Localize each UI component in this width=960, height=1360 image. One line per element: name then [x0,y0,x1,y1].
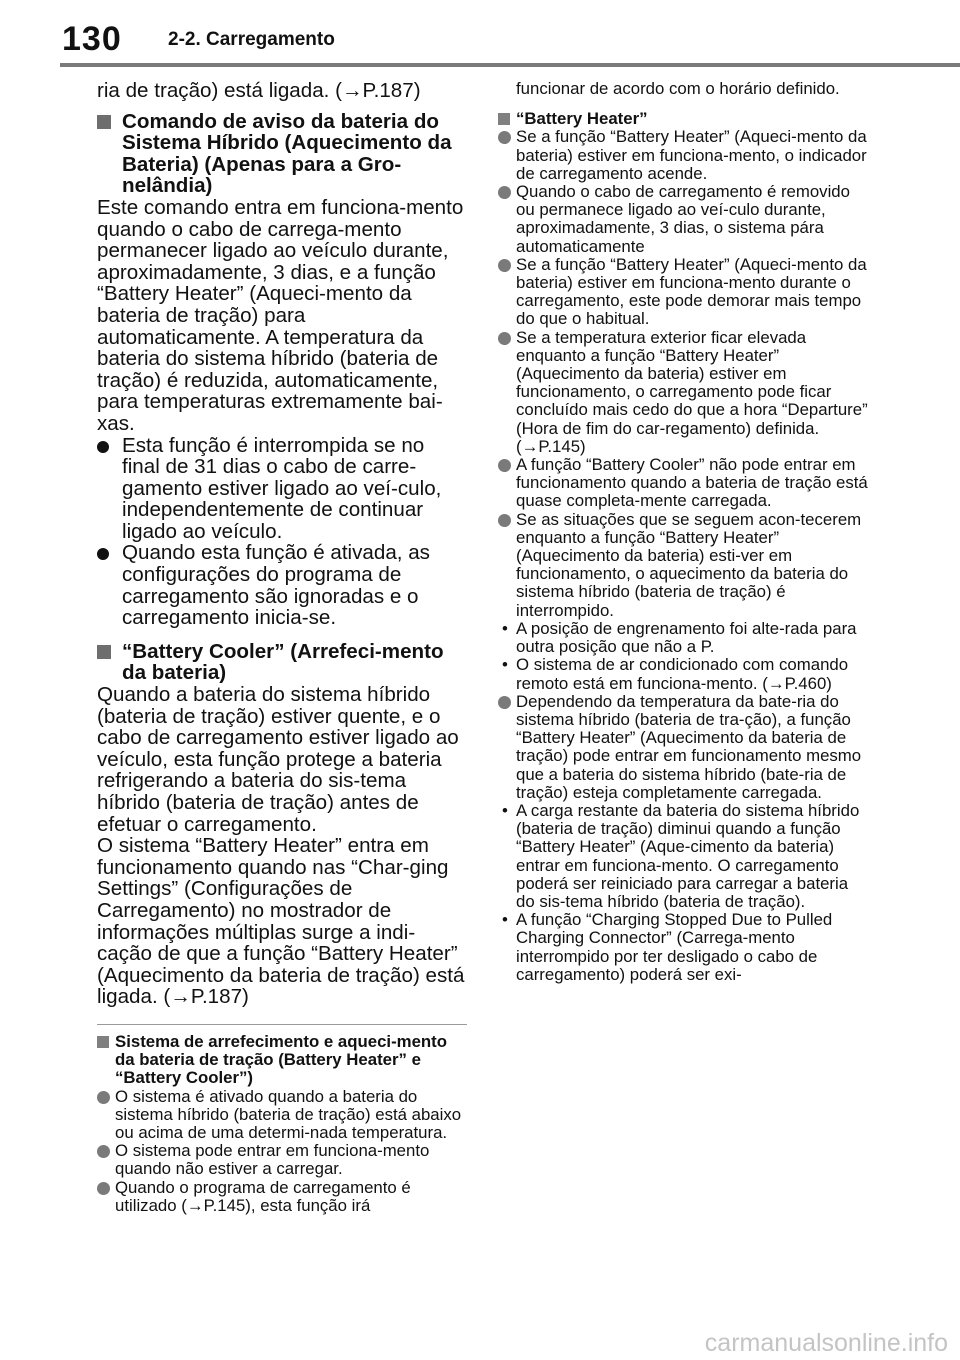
circle-bullet-icon [498,514,511,527]
square-bullet-icon [498,113,510,125]
header-rule [60,63,960,67]
right-column [498,80,868,984]
heading-battery-cooler [97,641,467,684]
heading-text: Sistema de arrefecimento e aqueci-mento da bateria de tração (Battery Heater” e “Battery Cooler”) [115,1031,448,1088]
circle-bullet-icon [498,332,511,345]
paragraph: Este comando entra em funciona-mento quando o cabo de carrega-mento permanecer ligado ao veículo durante, aproximadamente, 3 dias, e a função “Battery Heater” (Aqueci-mento da bateria de tração) para automaticamente. A temperatura da bateria do sistema híbrido (bateria de tração) é reduzida, automaticamente, para temperaturas extremamente bai-xas. [97,195,464,435]
section-title: 2-2. Carregamento [168,29,335,50]
dot-marker-icon: • [502,910,508,930]
bullet-text: Quando esta função é ativada, as configurações do programa de carregamento são ignoradas e o carregamento inicia-se. [122,541,430,630]
note-item [498,329,868,456]
section-divider [97,1024,467,1025]
paragraph: O sistema “Battery Heater” entra em funcionamento quando nas “Char-ging Settings” (Configurações de Carregamento) no mostrador de informações múltiplas surge a indi-cação de que a função “Battery Heater” (Aquecimento da bateria de tração) está ligada. (→P.187) [97,834,465,1009]
square-bullet-icon [97,645,111,659]
note-text: Se as situações que se seguem acon-tecerem enquanto a função “Battery Heater” (Aquecimento da bateria) esti-ver em funcionamento, o aquecimento da bateria do sistema híbrido (bateria de tração) é interrompido. [516,509,862,620]
note-text: Dependendo da temperatura da bate-ria do sistema híbrido (bateria de tra-ção), a função “Battery Heater” (Aquecimento da bateria de tração) pode entrar em funcionamento mesmo que a bateria do sistema híbrido (bate-ria de tração) esteja completamente carregada. [516,691,862,802]
heading-text: “Battery Heater” [516,109,648,129]
bullet-dot-icon [97,548,109,560]
continued-text: funcionar de acordo com o horário definido. [516,79,840,98]
sub-item [498,656,868,692]
bullet-dot-icon [97,441,109,453]
heading-text: Comando de aviso da bateria do Sistema Híbrido (Aquecimento da Bateria) (Apenas para a Gro-nelândia) [122,109,452,198]
circle-bullet-icon [97,1182,110,1195]
sub-item-text: O sistema de ar condicionado com comando remoto está em funciona-mento. (→P.460) [516,655,849,693]
circle-bullet-icon [498,259,511,272]
page-number: 130 [62,20,122,58]
sub-item-text: A posição de engrenamento foi alte-rada para outra posição que não a P. [516,618,857,657]
note-text: Quando o programa de carregamento é utilizado (→P.145), esta função irá [115,1177,411,1215]
circle-bullet-icon [498,186,511,199]
note-item [498,183,868,256]
sub-item-text: A função “Charging Stopped Due to Pulled Charging Connector” (Carrega-mento interrompido por ter desligado o cabo de carregamento) poderá ser exi- [516,910,833,984]
note-text: O sistema pode entrar em funciona-mento quando não estiver a carregar. [115,1141,430,1179]
note-item [498,693,868,802]
heading-warning-command [97,111,467,197]
watermark: carmanualsonline.info [704,1329,948,1357]
note-text: Se a temperatura exterior ficar elevada enquanto a função “Battery Heater” (Aquecimento da bateria) estiver em funcionamento, o carregamento pode ficar concluído mais cedo do que a hora “Departure” (Hora de fim do car-regamento) definida. (→P.145) [516,327,868,456]
left-column [97,80,467,1215]
bullet-item [97,435,467,543]
square-bullet-icon [97,1036,109,1048]
note-text: Se a função “Battery Heater” (Aqueci-mento da bateria) estiver em funciona-mento, o indicador de carregamento acende. [516,127,867,183]
note-item [97,1179,467,1215]
heading-text: “Battery Cooler” (Arrefeci-mento da bateria) [122,639,444,685]
bullet-text: Esta função é interrompida se no final de 31 dias o cabo de carre-gamento estiver ligado ao veí-culo, independentemente de continuar ligado ao veículo. [122,433,442,543]
page-header [0,0,960,70]
dot-marker-icon: • [502,800,508,820]
sub-item [498,620,868,656]
dot-marker-icon: • [502,655,508,675]
sub-item [498,802,868,911]
note-text: Se a função “Battery Heater” (Aqueci-mento da bateria) estiver em funciona-mento durante o carregamento, este pode demorar mais tempo do que o habitual. [516,254,867,329]
note-item [97,1142,467,1178]
note-item [498,256,868,329]
dot-marker-icon: • [502,618,508,638]
paragraph: Quando a bateria do sistema híbrido (bateria de tração) estiver quente, e o cabo de carregamento estiver ligado ao veículo, esta função protege a bateria refrigerando a bateria do sis-tema híbrido (bateria de tração) antes de efetuar o carregamento. [97,683,459,836]
circle-bullet-icon [97,1145,110,1158]
note-item [97,1088,467,1143]
sub-item-text: A carga restante da bateria do sistema híbrido (bateria de tração) diminui quando a função “Battery Heater” (Aque-cimento da bateria) entrar em funciona-mento. O carregamento poderá ser reiniciado para carregar a bateria do sis-tema híbrido (bateria de tração). [516,800,860,911]
square-bullet-icon [97,115,111,129]
circle-bullet-icon [498,696,511,709]
heading-battery-heater [498,110,868,128]
note-text: O sistema é ativado quando a bateria do sistema híbrido (bateria de tração) está abaixo ou acima de uma determi-nada temperatura. [115,1086,462,1142]
note-text: A função “Battery Cooler” não pode entrar em funcionamento quando a bateria de tração está quase completa-mente carregada. [516,455,868,511]
circle-bullet-icon [97,1091,110,1104]
intro-text: ria de tração) está ligada. (→P.187) [97,79,421,102]
note-item [498,511,868,620]
circle-bullet-icon [498,459,511,472]
circle-bullet-icon [498,131,511,144]
bullet-item [97,542,467,628]
sub-item [498,911,868,984]
heading-cooling-heating-system [97,1033,467,1088]
note-text: Quando o cabo de carregamento é removido ou permanece ligado ao veí-culo durante, aproximadamente, 3 dias, o sistema pára automaticamente [516,182,850,256]
note-item [498,128,868,183]
note-item [498,456,868,511]
